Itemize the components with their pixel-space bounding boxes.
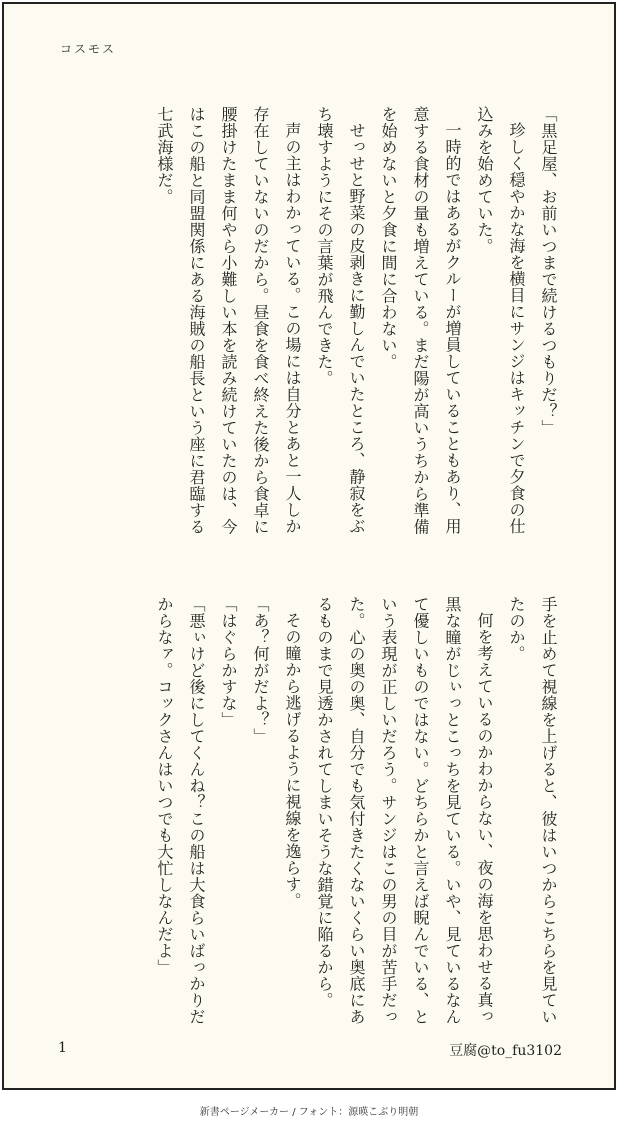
paragraph: 声の主はわかっている。この場には自分とあと一人しか存在していないのだから。昼食を食べ終えた後から食卓に腰掛けたまま何やら小難しい本を読み続けていたのは、今はこの船と同盟関係にある海賊の船長という座に君臨する七武海様だ。 (155, 106, 302, 535)
paragraph: 「黒足屋、お前いつまで続けるつもりだ？」 (539, 106, 558, 436)
paragraph: せっせと野菜の皮剥きに勤しんでいたところ、静寂をぶち壊すようにその言葉が飛んできた。 (315, 106, 366, 535)
dialogue-line: 「悪ぃけど後にしてくんね？この船は大食らいばっかりだからなァ。コックさんはいつでも大忙しなんだよ」 (155, 596, 206, 1025)
header-title: コスモス (60, 42, 117, 56)
page-number: 1 (58, 1040, 67, 1056)
paragraph: 手を止めて視線を上げると、彼はいつからこちらを見ていたのか。 (507, 596, 558, 1025)
book-page (2, 2, 616, 1090)
text-block-bottom (44, 596, 564, 1036)
dialogue-line: 「はぐらかすな」 (219, 596, 238, 728)
author-credit: 豆腐@to_fu3102 (449, 1043, 562, 1059)
paragraph: 一時的ではあるがクルーが増員していることもあり、用意する食材の量も増えている。まだ陽が高いうちから準備を始めないと夕食に間に合わない。 (379, 106, 462, 535)
paragraph: 何を考えているのかわからない、夜の海を思わせる真っ黒な瞳がじぃっとこっちを見ている。いや、見ているなんて優しいものではない。どちらかと言えば睨んでいる、という表現が正しいだろう。サンジはこの男の目が苦手だった。心の奥の奥、自分でも気付きたくないくらい奥底にあるものまで見透かされてしまいそうな錯覚に陥るから。 (315, 596, 494, 1025)
paragraph: その瞳から逃げるように視線を逸らす。 (283, 612, 302, 909)
text-block-top (44, 106, 564, 546)
generator-credit: 新書ページメーカー / フォント：源暎こぶり明朝 (199, 1107, 419, 1118)
dialogue-line: 「あ？何がだよ？」 (251, 596, 270, 745)
paragraph: 珍しく穏やかな海を横目にサンジはキッチンで夕食の仕込みを始めていた。 (475, 106, 526, 535)
